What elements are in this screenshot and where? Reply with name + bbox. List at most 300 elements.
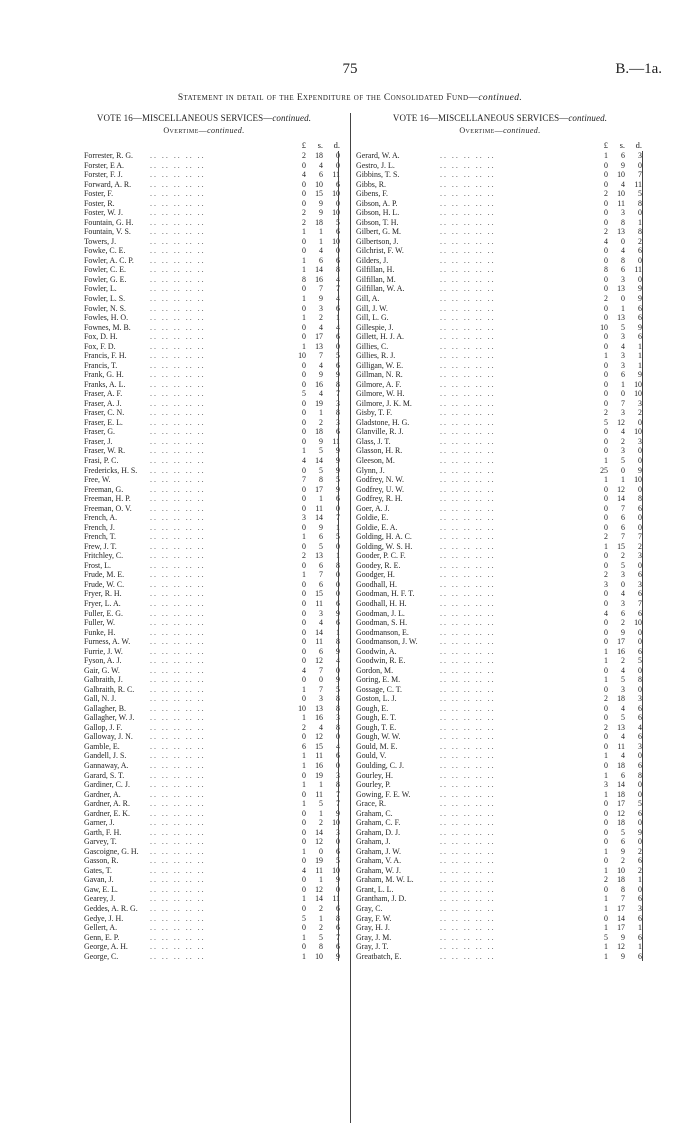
amount-pence: 0 — [638, 884, 642, 894]
leader-dots: .. .. .. .. .. — [440, 274, 496, 284]
amount-pounds: 1 — [604, 475, 608, 485]
payee-name: Fritchley, C. — [84, 551, 124, 561]
amount-rule — [338, 751, 339, 761]
amount-shillings: 4 — [319, 246, 323, 256]
amount-rule — [338, 466, 339, 476]
payment-row — [58, 685, 350, 695]
payment-row — [58, 351, 350, 361]
leader-dots: .. .. .. .. .. — [150, 789, 206, 799]
amount-pence: 9 — [336, 808, 340, 818]
amount-shillings: 10 — [617, 865, 625, 875]
amount-shillings: 14 — [617, 494, 625, 504]
amount-shillings: 2 — [319, 923, 323, 933]
amount-pence: 8 — [638, 198, 642, 208]
amount-pounds: 0 — [302, 818, 306, 828]
payment-row — [352, 532, 648, 542]
amount-pence: 9 — [638, 370, 642, 380]
payment-row — [352, 628, 648, 638]
amount-shillings: 4 — [621, 427, 625, 437]
amount-pounds: 1 — [302, 751, 306, 761]
amount-pounds: 0 — [604, 522, 608, 532]
payment-row — [58, 170, 350, 180]
amount-rule — [338, 780, 339, 790]
amount-rule — [338, 628, 339, 638]
payee-name: Graham, C. — [356, 808, 393, 818]
amount-rule — [338, 532, 339, 542]
amount-shillings: 7 — [319, 284, 323, 294]
amount-pounds: 0 — [604, 513, 608, 523]
payee-name: Goodmanson, J. W. — [356, 637, 418, 647]
amount-pounds: 0 — [302, 484, 306, 494]
amount-pounds: 1 — [302, 255, 306, 265]
leader-dots: .. .. .. .. .. — [440, 665, 496, 675]
leader-dots: .. .. .. .. .. — [440, 198, 496, 208]
amount-shillings: 3 — [621, 208, 625, 218]
payment-row — [352, 618, 648, 628]
amount-rule — [642, 180, 643, 190]
payee-name: Frost, L. — [84, 560, 111, 570]
amount-pence: 7 — [336, 789, 340, 799]
payee-name: Goodhall, H. — [356, 579, 397, 589]
payee-name: Gibens, F. — [356, 189, 389, 199]
amount-pence: 0 — [638, 255, 642, 265]
amount-pounds: 0 — [302, 827, 306, 837]
leader-dots: .. .. .. .. .. — [440, 370, 496, 380]
amount-pence: 6 — [638, 932, 642, 942]
payment-row — [352, 551, 648, 561]
payee-name: Foster, F. — [84, 189, 114, 199]
amount-pence: 9 — [336, 446, 340, 456]
payee-name: Gisby, T. F. — [356, 408, 393, 418]
amount-pounds: 7 — [302, 475, 306, 485]
payment-row — [352, 199, 648, 209]
amount-pence: 1 — [638, 923, 642, 933]
payment-row — [352, 275, 648, 285]
amount-rule — [642, 647, 643, 657]
amount-rule — [642, 551, 643, 561]
amount-pounds: 1 — [302, 293, 306, 303]
payee-name: Gould, V. — [356, 751, 387, 761]
amount-pounds: 0 — [604, 560, 608, 570]
amount-rule — [338, 694, 339, 704]
amount-pence: 8 — [336, 913, 340, 923]
pounds-unit: £ — [603, 140, 608, 150]
amount-rule — [642, 580, 643, 590]
amount-pounds: 0 — [604, 703, 608, 713]
amount-shillings: 2 — [319, 313, 323, 323]
leader-dots: .. .. .. .. .. — [150, 170, 206, 180]
amount-shillings: 15 — [315, 741, 323, 751]
amount-pounds: 2 — [302, 217, 306, 227]
amount-pounds: 5 — [302, 913, 306, 923]
amount-pence: 6 — [638, 646, 642, 656]
payment-row — [352, 227, 648, 237]
payee-name: Fox, D. H. — [84, 332, 118, 342]
amount-pence: 11 — [332, 894, 340, 904]
payment-row — [58, 161, 350, 171]
leader-dots: .. .. .. .. .. — [440, 227, 496, 237]
payee-name: Fraser, A. F. — [84, 389, 123, 399]
amount-pounds: 0 — [302, 656, 306, 666]
amount-pounds: 0 — [604, 436, 608, 446]
leader-dots: .. .. .. .. .. — [150, 274, 206, 284]
amount-rule — [642, 818, 643, 828]
payment-row — [352, 790, 648, 800]
payee-name: Gourley, P. — [356, 780, 391, 790]
amount-shillings: 4 — [621, 179, 625, 189]
payment-row — [352, 151, 648, 161]
payee-name: Godfrey, R. H. — [356, 494, 403, 504]
payment-row — [352, 866, 648, 876]
leader-dots: .. .. .. .. .. — [150, 341, 206, 351]
payment-row — [352, 761, 648, 771]
amount-rule — [338, 513, 339, 523]
payee-name: Galbraith, J. — [84, 675, 123, 685]
amount-rule — [642, 790, 643, 800]
amount-pounds: 4 — [302, 456, 306, 465]
payee-name: Fowler, N. S. — [84, 303, 126, 313]
payment-row — [352, 256, 648, 266]
payment-row — [352, 751, 648, 761]
amount-shillings: 5 — [319, 799, 323, 809]
amount-pence: 0 — [638, 637, 642, 647]
leader-dots: .. .. .. .. .. — [150, 160, 206, 170]
payee-name: Genn, E. P. — [84, 932, 120, 942]
leader-dots: .. .. .. .. .. — [440, 713, 496, 723]
amount-pence: 0 — [638, 684, 642, 694]
amount-pounds: 0 — [302, 675, 306, 685]
payment-row — [58, 875, 350, 885]
leader-dots: .. .. .. .. .. — [150, 770, 206, 780]
leader-dots: .. .. .. .. .. — [150, 408, 206, 418]
payee-name: Garth, F. H. — [84, 827, 122, 837]
payee-name: Gowing, F. E. W. — [356, 789, 411, 799]
payment-row — [58, 637, 350, 647]
amount-rule — [338, 351, 339, 361]
amount-rule — [642, 933, 643, 943]
leader-dots: .. .. .. .. .. — [150, 360, 206, 370]
amount-rule — [338, 456, 339, 466]
amount-pence: 6 — [638, 894, 642, 904]
leader-dots: .. .. .. .. .. — [440, 417, 496, 427]
payee-name: Foster, W. J. — [84, 208, 123, 218]
amount-pounds: 0 — [604, 856, 608, 866]
amount-rule — [338, 446, 339, 456]
amount-pounds: 2 — [604, 694, 608, 704]
leader-dots: .. .. .. .. .. — [150, 208, 206, 218]
leader-dots: .. .. .. .. .. — [440, 608, 496, 618]
leader-dots: .. .. .. .. .. — [440, 894, 496, 904]
amount-pence: 3 — [638, 151, 642, 160]
amount-rule — [338, 323, 339, 333]
amount-rule — [338, 809, 339, 819]
amount-rule — [642, 732, 643, 742]
amount-shillings: 3 — [621, 446, 625, 456]
amount-rule — [338, 189, 339, 199]
amount-shillings: 6 — [621, 265, 625, 275]
leader-dots: .. .. .. .. .. — [440, 494, 496, 504]
amount-rule — [338, 570, 339, 580]
amount-rule — [338, 389, 339, 399]
amount-rule — [642, 504, 643, 514]
payment-row — [58, 647, 350, 657]
vote-heading-left: VOTE 16—MISCELLANEOUS SERVICES—continued. — [96, 113, 312, 123]
payment-row — [352, 446, 648, 456]
amount-pounds: 0 — [302, 837, 306, 847]
payee-name: Gilmore, W. H. — [356, 389, 405, 399]
payment-row — [58, 275, 350, 285]
payment-row — [352, 542, 648, 552]
payment-row — [58, 771, 350, 781]
amount-shillings: 13 — [315, 551, 323, 561]
payee-name: Fredericks, H. S. — [84, 465, 138, 475]
amount-pence: 0 — [336, 732, 340, 742]
amount-rule — [338, 246, 339, 256]
amount-shillings: 16 — [315, 274, 323, 284]
leader-dots: .. .. .. .. .. — [150, 618, 206, 628]
amount-pence: 8 — [638, 494, 642, 504]
amount-shillings: 2 — [621, 551, 625, 561]
leader-dots: .. .. .. .. .. — [440, 189, 496, 199]
amount-pounds: 0 — [302, 370, 306, 380]
payee-name: Fowler, C. E. — [84, 265, 126, 275]
amount-pence: 6 — [638, 703, 642, 713]
amount-shillings: 1 — [621, 475, 625, 485]
amount-pence: 0 — [336, 570, 340, 580]
payee-name: Foster, R. — [84, 198, 115, 208]
payment-row — [352, 237, 648, 247]
statement-heading: Statement in detail of the Expenditure of the Consolidated Fund—continued. — [177, 93, 523, 103]
leader-dots: .. .. .. .. .. — [440, 284, 496, 294]
amount-pounds: 0 — [604, 818, 608, 828]
leader-dots: .. .. .. .. .. — [150, 627, 206, 637]
payment-row — [352, 418, 648, 428]
amount-pounds: 10 — [298, 703, 306, 713]
amount-rule — [338, 370, 339, 380]
payee-name: Forster, F. J. — [84, 170, 123, 180]
amount-pence: 8 — [336, 560, 340, 570]
amount-shillings: 4 — [319, 618, 323, 628]
amount-pounds: 0 — [302, 589, 306, 599]
amount-shillings: 8 — [621, 217, 625, 227]
leader-dots: .. .. .. .. .. — [150, 427, 206, 437]
payment-row — [352, 952, 648, 962]
amount-shillings: 18 — [617, 875, 625, 885]
amount-pounds: 0 — [302, 379, 306, 389]
amount-pounds: 0 — [302, 236, 306, 246]
amount-pounds: 1 — [604, 151, 608, 160]
leader-dots: .. .. .. .. .. — [150, 589, 206, 599]
amount-pence: 0 — [336, 589, 340, 599]
payment-row — [58, 180, 350, 190]
amount-shillings: 15 — [315, 189, 323, 199]
amount-pence: 1 — [638, 360, 642, 370]
amount-shillings: 4 — [621, 751, 625, 761]
payment-row — [58, 885, 350, 895]
amount-rule — [642, 704, 643, 714]
amount-pence: 4 — [638, 722, 642, 732]
payee-name: Gall, N. J. — [84, 694, 117, 704]
amount-pence: 11 — [634, 265, 642, 275]
payment-row — [58, 304, 350, 314]
payee-name: Freeman, O. V. — [84, 503, 132, 513]
leader-dots: .. .. .. .. .. — [150, 808, 206, 818]
payee-name: Gilmore, A. F. — [356, 379, 402, 389]
amount-pence: 8 — [336, 780, 340, 790]
payment-row — [352, 885, 648, 895]
amount-pence: 6 — [638, 713, 642, 723]
leader-dots: .. .. .. .. .. — [150, 494, 206, 504]
amount-shillings: 9 — [319, 370, 323, 380]
payment-row — [352, 799, 648, 809]
amount-pence: 6 — [336, 923, 340, 933]
amount-shillings: 17 — [617, 637, 625, 647]
amount-rule — [338, 609, 339, 619]
leader-dots: .. .. .. .. .. — [440, 951, 496, 961]
amount-pence: 0 — [638, 208, 642, 218]
amount-pence: 8 — [638, 227, 642, 237]
payment-row — [58, 609, 350, 619]
amount-rule — [338, 866, 339, 876]
leader-dots: .. .. .. .. .. — [150, 465, 206, 475]
overtime-heading-left: Overtime—continued. — [163, 126, 245, 135]
amount-pence: 9 — [336, 646, 340, 656]
amount-rule — [642, 361, 643, 371]
payment-row — [58, 751, 350, 761]
amount-rule — [338, 199, 339, 209]
amount-shillings: 19 — [315, 856, 323, 866]
leader-dots: .. .. .. .. .. — [440, 780, 496, 790]
amount-pence: 6 — [638, 856, 642, 866]
amount-pence: 2 — [638, 408, 642, 418]
amount-rule — [642, 523, 643, 533]
amount-rule — [642, 218, 643, 228]
amount-shillings: 2 — [621, 656, 625, 666]
amount-shillings: 1 — [319, 808, 323, 818]
amount-shillings: 16 — [315, 761, 323, 770]
amount-rule — [642, 609, 643, 619]
amount-pence: 4 — [336, 293, 340, 303]
amount-pence: 7 — [638, 170, 642, 180]
amount-pence: 6 — [336, 598, 340, 608]
leader-dots: .. .. .. .. .. — [150, 608, 206, 618]
payment-row — [58, 790, 350, 800]
amount-rule — [338, 894, 339, 904]
amount-pence: 5 — [638, 656, 642, 666]
amount-pence: 6 — [638, 913, 642, 923]
amount-pounds: 10 — [298, 351, 306, 361]
leader-dots: .. .. .. .. .. — [150, 923, 206, 933]
amount-pounds: 0 — [604, 208, 608, 218]
amount-pence: 6 — [336, 227, 340, 237]
amount-shillings: 15 — [617, 541, 625, 551]
amount-shillings: 3 — [319, 608, 323, 618]
amount-pounds: 4 — [302, 170, 306, 180]
amount-rule — [338, 523, 339, 533]
amount-pence: 6 — [336, 179, 340, 189]
payment-row — [352, 570, 648, 580]
payee-name: Gilbert, G. M. — [356, 227, 401, 237]
amount-pence: 0 — [336, 837, 340, 847]
amount-pounds: 0 — [302, 770, 306, 780]
amount-pounds: 0 — [604, 198, 608, 208]
amount-rule — [338, 485, 339, 495]
amount-rule — [642, 942, 643, 952]
payee-name: Gibson, T. H. — [356, 217, 399, 227]
leader-dots: .. .. .. .. .. — [440, 837, 496, 847]
payment-row — [58, 513, 350, 523]
amount-pence: 3 — [336, 713, 340, 723]
amount-rule — [642, 761, 643, 771]
payment-row — [58, 399, 350, 409]
leader-dots: .. .. .. .. .. — [440, 932, 496, 942]
amount-rule — [642, 542, 643, 552]
payment-row — [352, 304, 648, 314]
payment-row — [58, 532, 350, 542]
payee-name: Fownes, M. B. — [84, 322, 131, 332]
amount-pence: 6 — [336, 427, 340, 437]
amount-pounds: 1 — [302, 446, 306, 456]
payment-row — [58, 847, 350, 857]
payment-row — [58, 370, 350, 380]
amount-shillings: 3 — [319, 303, 323, 313]
payee-name: Glanville, R. J. — [356, 427, 404, 437]
amount-pounds: 5 — [604, 932, 608, 942]
shillings-unit: s. — [317, 140, 323, 150]
payment-row — [58, 208, 350, 218]
amount-pence: 1 — [638, 217, 642, 227]
payment-row — [352, 284, 648, 294]
amount-shillings: 11 — [617, 741, 625, 751]
vote-heading-right: VOTE 16—MISCELLANEOUS SERVICES—continued. — [392, 113, 608, 123]
payment-row — [352, 828, 648, 838]
amount-pounds: 2 — [302, 722, 306, 732]
amount-rule — [338, 952, 339, 962]
amount-pence: 10 — [634, 379, 642, 389]
amount-rule — [642, 656, 643, 666]
leader-dots: .. .. .. .. .. — [440, 436, 496, 446]
leader-dots: .. .. .. .. .. — [150, 484, 206, 494]
currency-units-left — [58, 139, 350, 151]
amount-rule — [338, 914, 339, 924]
leader-dots: .. .. .. .. .. — [440, 684, 496, 694]
payment-row — [58, 837, 350, 847]
amount-rule — [338, 542, 339, 552]
payment-row — [58, 408, 350, 418]
amount-rule — [338, 732, 339, 742]
amount-pounds: 2 — [302, 551, 306, 561]
payee-name: Goodman, H. F. T. — [356, 589, 415, 599]
amount-pence: 0 — [638, 456, 642, 465]
payment-row — [352, 923, 648, 933]
amount-pence: 9 — [336, 465, 340, 475]
amount-rule — [642, 265, 643, 275]
amount-shillings: 7 — [319, 351, 323, 361]
leader-dots: .. .. .. .. .. — [440, 332, 496, 342]
payee-name: Goulding, C. J. — [356, 761, 405, 770]
pounds-unit: £ — [301, 140, 306, 150]
amount-shillings: 16 — [617, 646, 625, 656]
amount-pence: 0 — [638, 818, 642, 828]
amount-pence: 5 — [638, 799, 642, 809]
payee-name: Funke, H. — [84, 627, 116, 637]
amount-shillings: 10 — [617, 170, 625, 180]
amount-pounds: 1 — [302, 780, 306, 790]
amount-shillings: 11 — [315, 865, 323, 875]
amount-shillings: 0 — [319, 846, 323, 856]
payment-row — [58, 265, 350, 275]
payment-row — [352, 589, 648, 599]
